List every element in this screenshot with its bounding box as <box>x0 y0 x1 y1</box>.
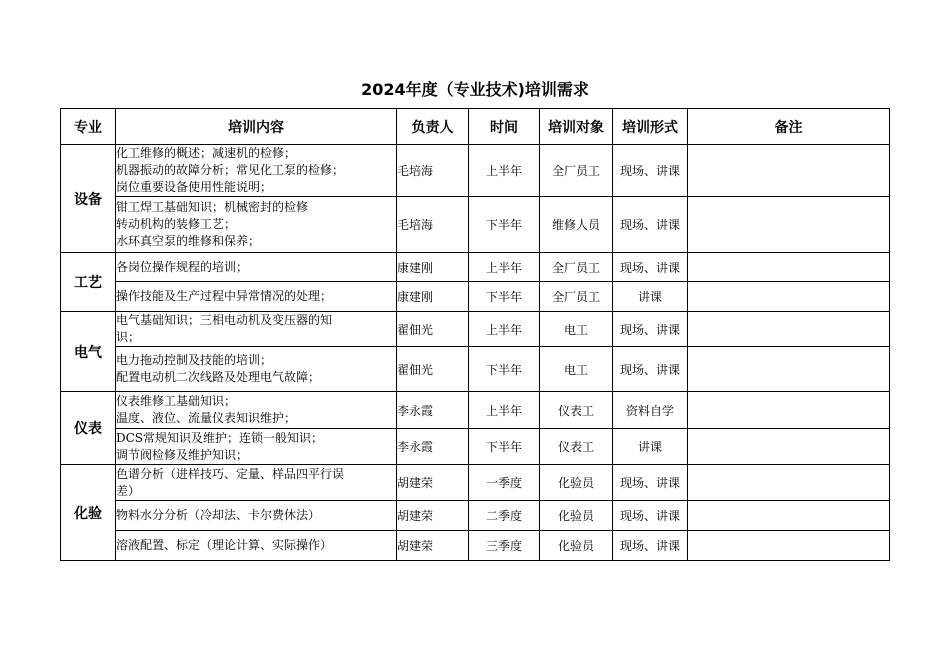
table-row <box>61 501 890 531</box>
header-remark: 备注 <box>688 109 890 145</box>
category-cell: 仪表 <box>61 392 116 465</box>
time-cell: 上半年 <box>469 145 540 197</box>
format-cell: 现场、讲课 <box>613 347 688 392</box>
format-cell: 讲课 <box>613 282 688 312</box>
content-text: 电力拖动控制及技能的培训； 配置电动机二次线路及处理电气故障； <box>116 353 321 384</box>
remark-cell <box>688 392 890 429</box>
owner-cell: 毛培海 <box>397 197 469 253</box>
table-row <box>61 253 890 282</box>
content-text: 钳工焊工基础知识；机械密封的检修 转动机构的装修工艺； 水环真空泵的维修和保养； <box>116 200 309 248</box>
owner-cell: 胡建荣 <box>397 465 469 501</box>
content-cell <box>116 531 397 561</box>
content-text: DCS常规知识及维护；连锁一般知识； 调节阀检修及维护知识； <box>116 430 324 462</box>
target-cell: 全厂员工 <box>540 253 613 282</box>
target-cell: 化验员 <box>540 531 613 561</box>
category-cell: 设备 <box>61 145 116 253</box>
remark-cell <box>688 531 890 561</box>
format-cell: 现场、讲课 <box>613 253 688 282</box>
owner-cell: 翟佃光 <box>397 347 469 392</box>
table-row <box>61 465 890 501</box>
owner-cell: 毛培海 <box>397 145 469 197</box>
table-row <box>61 531 890 561</box>
content-text: 化工维修的概述；减速机的检修； 机器振动的故障分析；常见化工泵的检修； 岗位重要设备使用性能说明； <box>116 146 345 194</box>
time-cell: 下半年 <box>469 282 540 312</box>
time-cell: 上半年 <box>469 312 540 347</box>
category-cell: 工艺 <box>61 253 116 312</box>
remark-cell <box>688 197 890 253</box>
content-text: 色谱分析（进样技巧、定量、样品四平行误 差） <box>116 466 345 498</box>
header-major: 专业 <box>61 109 116 145</box>
format-cell: 现场、讲课 <box>613 465 688 501</box>
content-cell <box>116 347 397 392</box>
remark-cell <box>688 253 890 282</box>
table-row <box>61 429 890 465</box>
table-row <box>61 392 890 429</box>
format-cell: 现场、讲课 <box>613 531 688 561</box>
content-text: 电气基础知识；三相电动机及变压器的知 识； <box>116 313 333 344</box>
target-cell: 化验员 <box>540 501 613 531</box>
remark-cell <box>688 312 890 347</box>
remark-cell <box>688 282 890 312</box>
target-cell: 化验员 <box>540 465 613 501</box>
format-cell: 资料自学 <box>613 392 688 429</box>
content-cell <box>116 197 397 253</box>
owner-cell: 康建刚 <box>397 282 469 312</box>
table-row <box>61 197 890 253</box>
category-cell: 电气 <box>61 312 116 392</box>
content-cell <box>116 465 397 501</box>
content-cell <box>116 312 397 347</box>
table-row <box>61 282 890 312</box>
time-cell: 一季度 <box>469 465 540 501</box>
content-cell <box>116 282 397 312</box>
time-cell: 上半年 <box>469 253 540 282</box>
remark-cell <box>688 465 890 501</box>
header-row <box>61 109 890 145</box>
header-owner: 负责人 <box>397 109 469 145</box>
time-cell: 下半年 <box>469 347 540 392</box>
format-cell: 现场、讲课 <box>613 312 688 347</box>
owner-cell: 李永霞 <box>397 392 469 429</box>
content-cell <box>116 253 397 282</box>
time-cell: 上半年 <box>469 392 540 429</box>
time-cell: 三季度 <box>469 531 540 561</box>
format-cell: 现场、讲课 <box>613 501 688 531</box>
time-cell: 下半年 <box>469 197 540 253</box>
target-cell: 仪表工 <box>540 429 613 465</box>
table-row <box>61 347 890 392</box>
target-cell: 电工 <box>540 312 613 347</box>
content-cell <box>116 145 397 197</box>
target-cell: 全厂员工 <box>540 145 613 197</box>
owner-cell: 胡建荣 <box>397 501 469 531</box>
content-text: 物料水分分析（冷却法、卡尔费休法） <box>116 508 321 522</box>
header-target: 培训对象 <box>540 109 613 145</box>
header-content: 培训内容 <box>116 109 397 145</box>
owner-cell: 翟佃光 <box>397 312 469 347</box>
header-format: 培训形式 <box>613 109 688 145</box>
content-text: 溶液配置、标定（理论计算、实际操作） <box>116 538 333 552</box>
content-text: 仪表维修工基础知识； 温度、液位、流量仪表知识维护； <box>116 394 297 425</box>
table-row <box>61 312 890 347</box>
content-cell <box>116 429 397 465</box>
remark-cell <box>688 429 890 465</box>
target-cell: 电工 <box>540 347 613 392</box>
format-cell: 现场、讲课 <box>613 197 688 253</box>
format-cell: 现场、讲课 <box>613 145 688 197</box>
time-cell: 二季度 <box>469 501 540 531</box>
owner-cell: 康建刚 <box>397 253 469 282</box>
format-cell: 讲课 <box>613 429 688 465</box>
remark-cell <box>688 145 890 197</box>
document-title: 2024年度（专业技术)培训需求 <box>361 80 589 99</box>
content-text: 各岗位操作规程的培训； <box>116 259 249 274</box>
remark-cell <box>688 347 890 392</box>
content-text: 操作技能及生产过程中异常情况的处理； <box>116 289 333 303</box>
target-cell: 维修人员 <box>540 197 613 253</box>
owner-cell: 李永霞 <box>397 429 469 465</box>
header-time: 时间 <box>469 109 540 145</box>
category-cell: 化验 <box>61 465 116 561</box>
target-cell: 全厂员工 <box>540 282 613 312</box>
table-row <box>61 145 890 197</box>
owner-cell: 胡建荣 <box>397 531 469 561</box>
remark-cell <box>688 501 890 531</box>
content-cell <box>116 392 397 429</box>
training-table <box>60 108 890 561</box>
target-cell: 仪表工 <box>540 392 613 429</box>
content-cell <box>116 501 397 531</box>
time-cell: 下半年 <box>469 429 540 465</box>
